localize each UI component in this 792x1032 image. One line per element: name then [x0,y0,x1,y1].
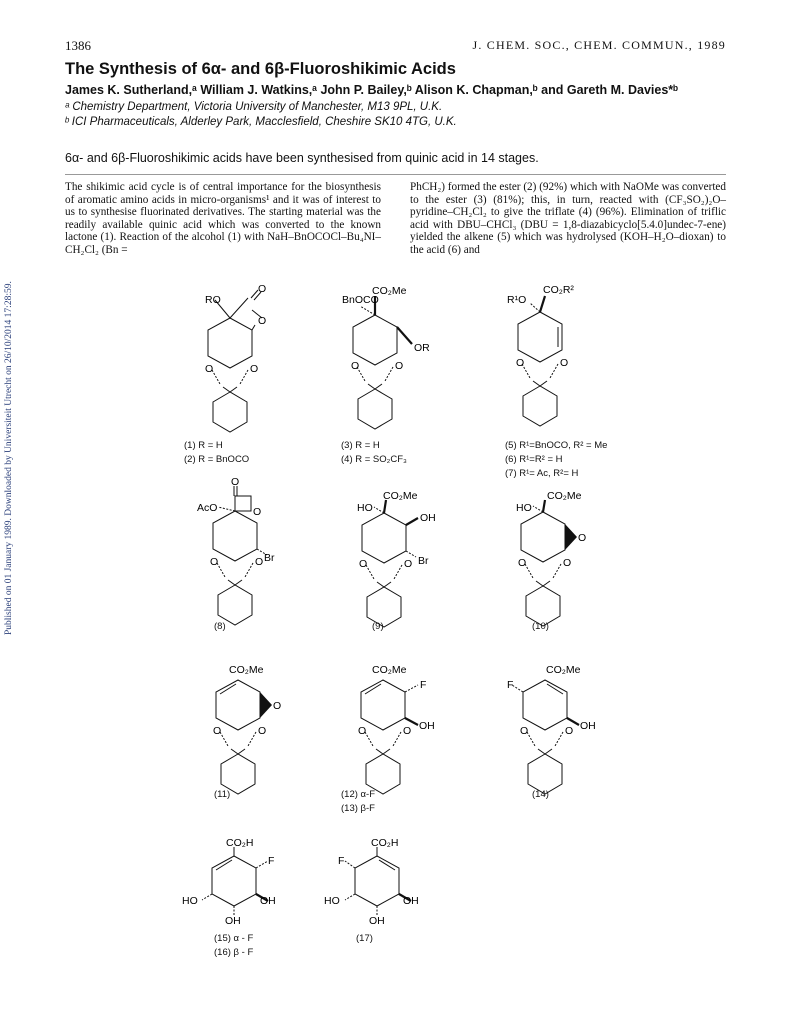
page-number: 1386 [65,38,91,53]
s1-carbonyl-o: O [258,283,267,295]
s10-ketal-o2: O [563,557,572,569]
article-title: The Synthesis of 6α- and 6β-Fluoroshikimic Acids [65,60,456,78]
abstract: 6α- and 6β-Fluoroshikimic acids have been synthesised from quinic acid in 14 stages. [65,151,539,165]
s1-ring-o: O [258,315,267,327]
s17-f: F [338,855,345,867]
s15-oh-right: OH [260,895,276,907]
s2-ketal-o1: O [351,360,360,372]
structure-12-13 [361,680,418,794]
caption-1: (1) R = H [184,440,223,451]
s9-br: Br [418,555,429,567]
s11-epoxide-o: O [273,700,282,712]
s11-ketal-o1: O [213,725,222,737]
s9-ho: HO [357,502,373,514]
s12-f: F [420,679,427,691]
s15-oh-bottom: OH [225,915,241,927]
s14-f: F [507,679,514,691]
structure-14 [512,680,579,794]
s17-top: CO₂H [371,837,399,849]
s9-ketal-o2: O [404,558,413,570]
s2-left: BnOCO [342,294,379,306]
caption-4: (4) R = SO₂CF₃ [341,454,407,465]
s11-top: CO₂Me [229,664,264,676]
s14-top: CO₂Me [546,664,581,676]
caption-3: (3) R = H [341,440,380,451]
affiliation-b: ᵇ ICI Pharmaceuticals, Alderley Park, Macclesfield, Cheshire SK10 4TG, U.K. [65,116,457,128]
s3-ketal-o2: O [560,357,569,369]
s15-f: F [268,855,275,867]
s12-ketal-o2: O [403,725,412,737]
s11-ketal-o2: O [258,725,267,737]
structure-15-16 [202,847,268,916]
s8-ring-o: O [253,506,262,518]
s14-ketal-o1: O [520,725,529,737]
s10-ho: HO [516,502,532,514]
s8-ketal-o2: O [255,556,264,568]
caption-11: (11) [214,789,231,800]
s1-ketal-o1: O [205,363,214,375]
s2-right: OR [414,342,430,354]
s12-ketal-o1: O [358,725,367,737]
caption-12: (12) α-F [341,789,375,800]
s3-left: R¹O [507,294,527,306]
author-list: James K. Sutherland,ᵃ William J. Watkins,ᵃ John P. Bailey,ᵇ Alison K. Chapman,ᵇ and Gareth M. Davies*ᵇ [65,83,679,97]
caption-13: (13) β-F [341,803,375,814]
caption-15: (15) α - F [214,933,254,944]
s9-oh: OH [420,512,436,524]
s10-epoxide-o: O [578,532,587,544]
body-column-right: PhCH₂) formed the ester (2) (92%) which with NaOMe was converted to the ester (3) (81%); this, in turn, reacted with (CF₃SO₂)₂O–pyridine–CH₂Cl₂ to give the triflate (4) (96%). Elimination of triflic acid with DBU–CHCl₃ (DBU = 1,8-diazabicyclo[5.4.0]undec-7-ene) yielded the alkene (5) which was hydrolysed (KOH–H₂O–dioxan) to the acid (6) and [410,181,726,256]
structure-1-2 [208,290,262,432]
s9-top: CO₂Me [383,490,418,502]
caption-16: (16) β - F [214,947,254,958]
s17-ho: HO [324,895,340,907]
body-column-left: The shikimic acid cycle is of central importance for the biosynthesis of aromatic amino acids in micro-organisms¹ and it was of interest to us to synthesise fluorinated derivatives. The starting material was the readily available quinic acid which was converted to the known lactone (1). Reaction of the alcohol (1) with NaH–BnOCOCl–Bu₄NI–CH₂Cl₂ (Bn = [65,181,381,256]
s2-ketal-o2: O [395,360,404,372]
s12-oh: OH [419,720,435,732]
s15-top: CO₂H [226,837,254,849]
s17-oh-right: OH [403,895,419,907]
caption-7: (7) R¹= Ac, R²= H [505,468,579,479]
s8-ketal-o1: O [210,556,219,568]
caption-6: (6) R¹=R² = H [505,454,563,465]
s9-ketal-o1: O [359,558,368,570]
structure-5-7 [518,296,562,426]
caption-17: (17) [356,933,373,944]
s3-top: CO₂R² [543,284,574,296]
caption-14: (14) [532,789,549,800]
s8-aco: AcO [197,502,218,514]
structure-11 [216,680,272,794]
s2-top: CO₂Me [372,285,407,297]
s12-top: CO₂Me [372,664,407,676]
s14-oh: OH [580,720,596,732]
download-stamp: Published on 01 January 1989. Downloaded by Universiteit Utrecht on 26/10/2014 17:28:59. [4,281,14,635]
s10-ketal-o1: O [518,557,527,569]
s14-ketal-o2: O [565,725,574,737]
structure-17 [345,847,411,916]
s15-ho: HO [182,895,198,907]
caption-2: (2) R = BnOCO [184,454,250,465]
caption-9: (9) [372,621,384,632]
s3-ketal-o1: O [516,357,525,369]
journal-header: J. CHEM. SOC., CHEM. COMMUN., 1989 [472,38,726,52]
caption-5: (5) R¹=BnOCO, R² = Me [505,440,608,451]
caption-8: (8) [214,621,226,632]
s1-ro: RO [205,294,221,306]
s8-br: Br [264,552,275,564]
affiliation-a: ᵃ Chemistry Department, Victoria University of Manchester, M13 9PL, U.K. [65,101,443,113]
caption-10: (10) [532,621,549,632]
s8-carbonyl-o: O [231,476,240,488]
s1-ketal-o2: O [250,363,259,375]
s10-top: CO₂Me [547,490,582,502]
s17-oh-bottom: OH [369,915,385,927]
